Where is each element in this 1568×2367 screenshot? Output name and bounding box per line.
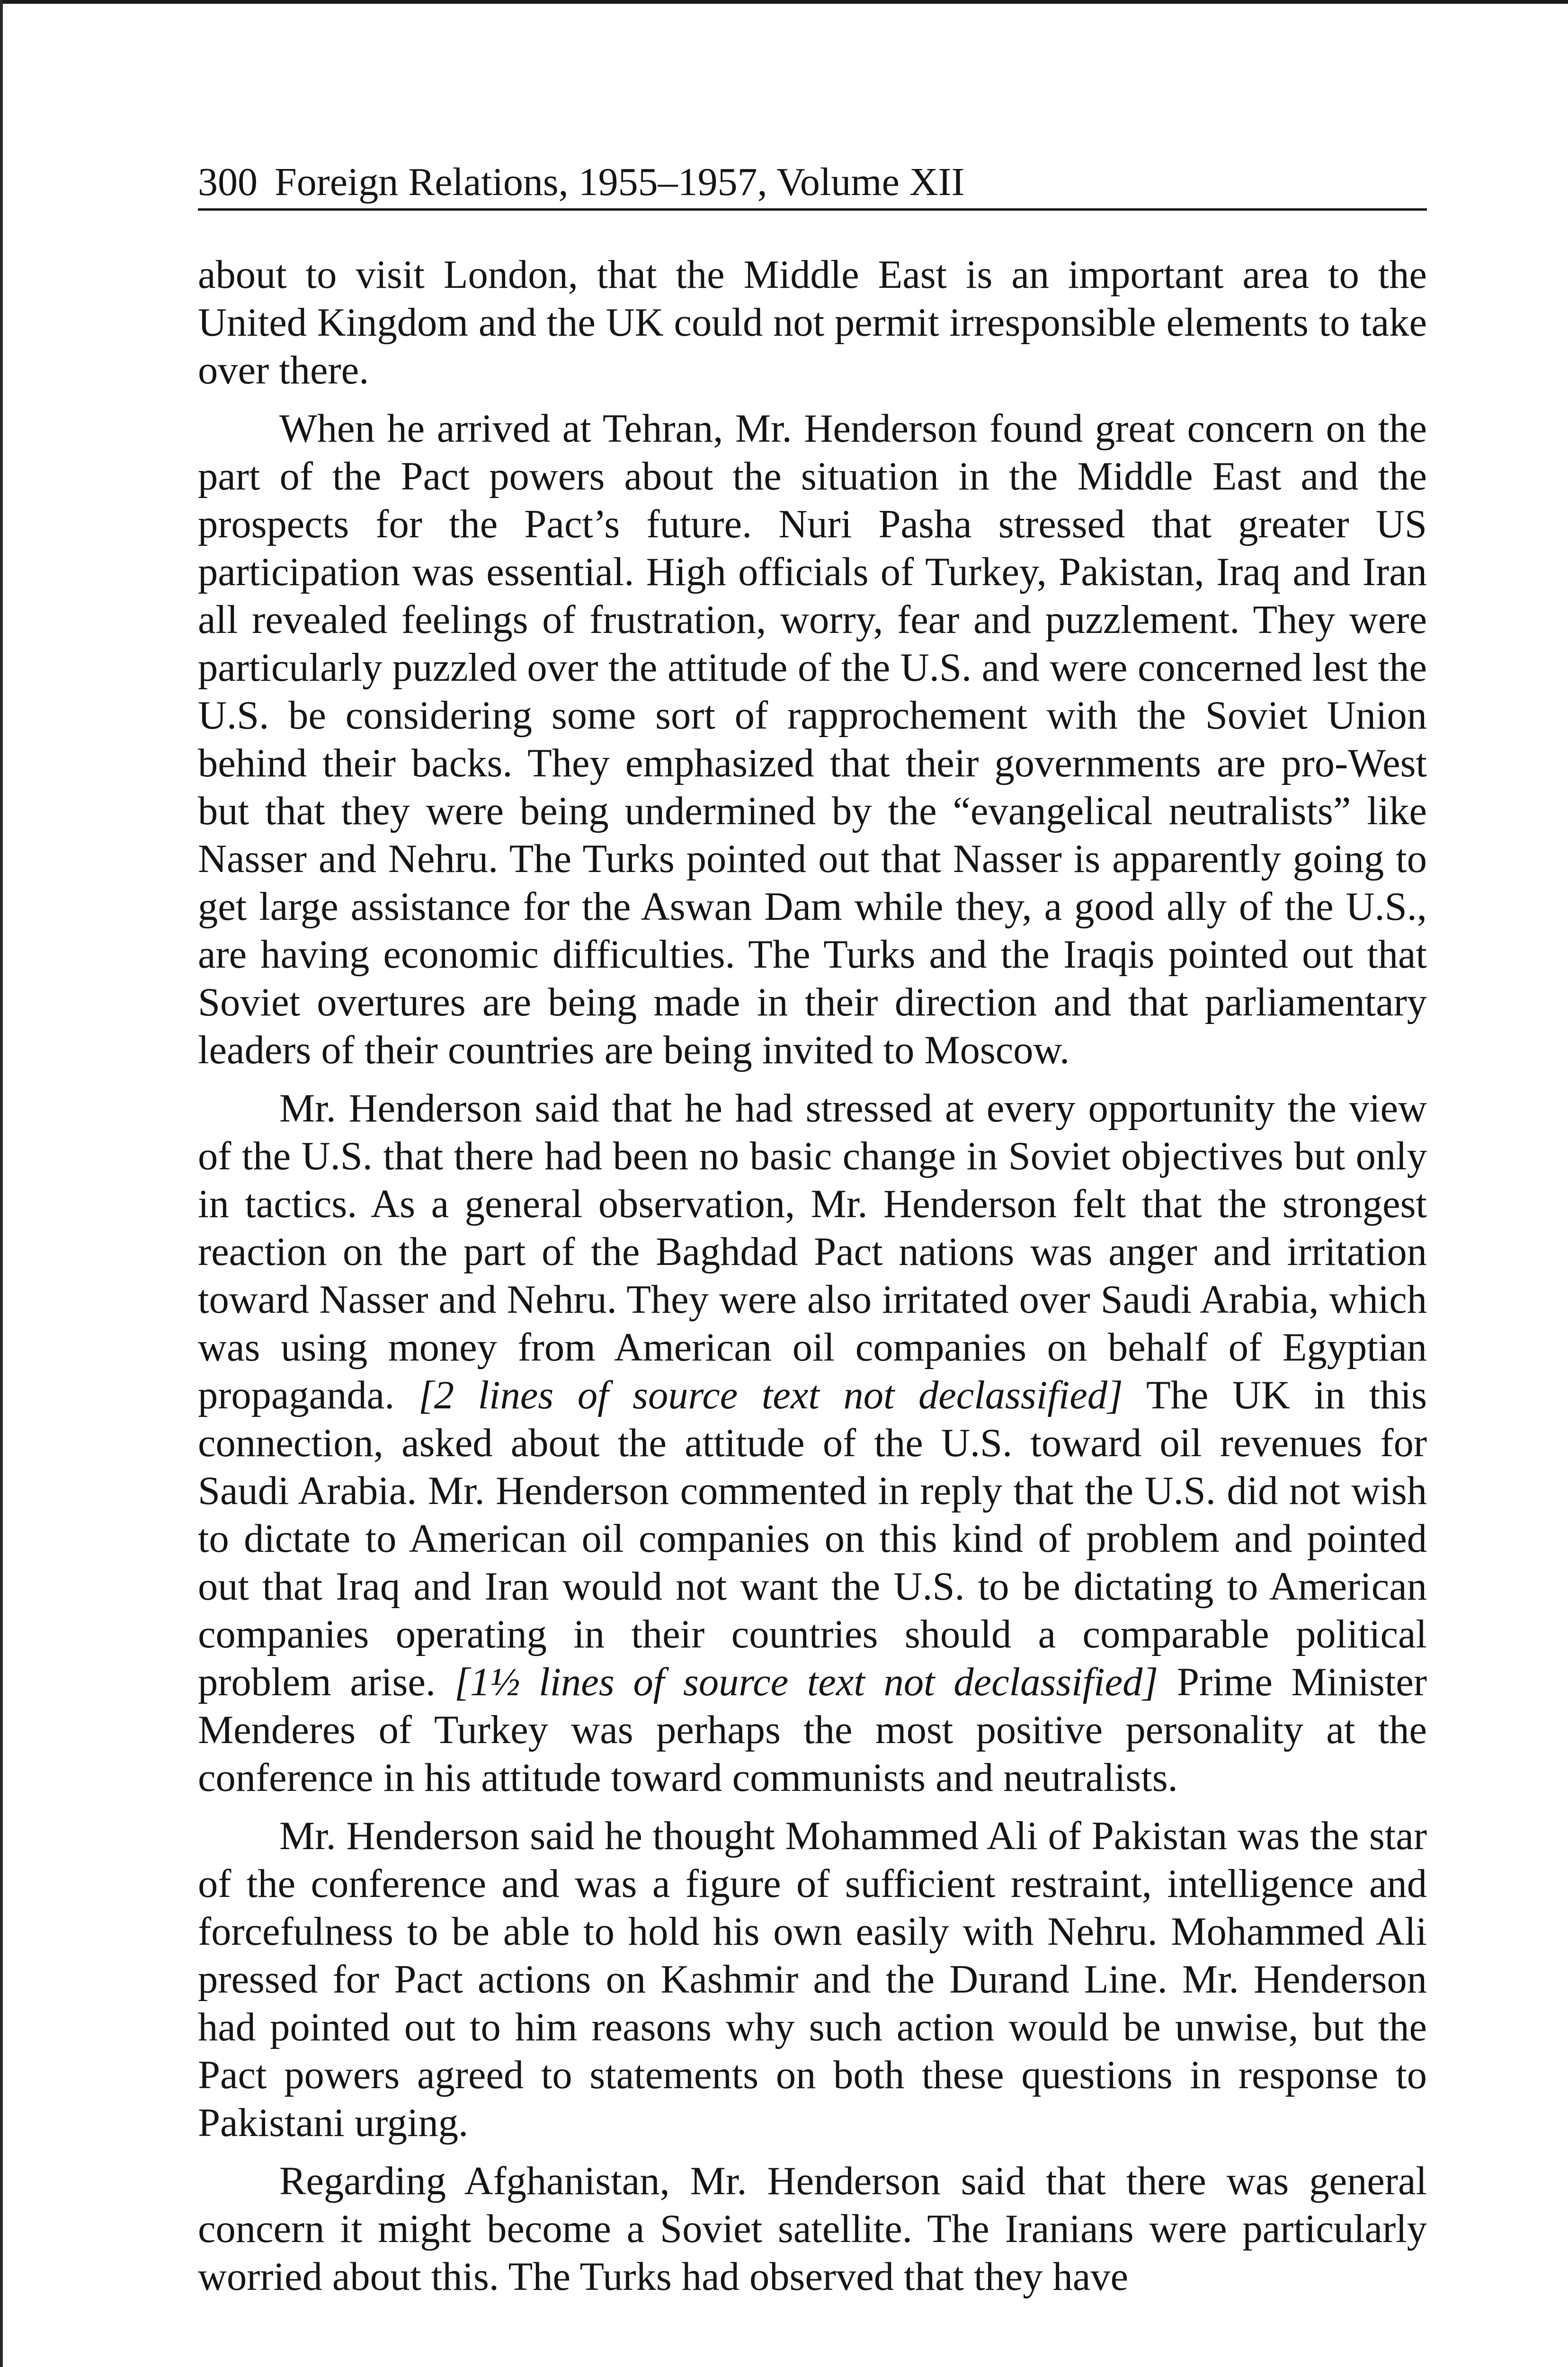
- running-head: [198, 156, 1427, 211]
- page-number: 300: [198, 160, 258, 204]
- paragraph-text-part: Mr. Henderson said that he had stressed at every opportunity the view of the U.S. that there had been no basic change in Soviet objectives but only in tactics. As a general observation, Mr. Henderson felt that the strongest reaction on the part of the Baghdad Pact nations was anger and irritation toward Nasser and Nehru. They were also irritated over Saudi Arabia, which was using money from American oil companies on behalf of Egyptian propaganda.: [198, 1086, 1427, 1417]
- paragraph-mohammed-ali: Mr. Henderson said he thought Mohammed Ali of Pakistan was the star of the conference and was a figure of sufficient restraint, intelligence and forcefulness to be able to hold his own easily with Nehru. Mohammed Ali pressed for Pact actions on Kashmir and the Durand Line. Mr. Henderson had pointed out to him reasons why such action would be unwise, but the Pact powers agreed to statements on both these questions in response to Pakistani urging.: [198, 1814, 1427, 2145]
- scan-edge-top: [0, 0, 1568, 4]
- body-text: [198, 251, 1427, 2301]
- paragraph-continuation: about to visit London, that the Middle East is an important area to the United Kingdom and the UK could not permit irresponsible elements to take over there.: [198, 253, 1427, 392]
- scan-edge-left: [0, 0, 3, 2367]
- editorial-note: [1½ lines of source text not declassified]: [454, 1660, 1158, 1704]
- paragraph-tehran: When he arrived at Tehran, Mr. Henderson found great concern on the part of the Pact powers about the situation in the Middle East and the prospects for the Pact’s future. Nuri Pasha stressed that greater US participation was essential. High officials of Turkey, Pakistan, Iraq and Iran all revealed feelings of frustration, worry, fear and puzzlement. They were particularly puzzled over the attitude of the U.S. and were concerned lest the U.S. be considering some sort of rapprochement with the Soviet Union behind their backs. They emphasized that their governments are pro-West but that they were being undermined by the “evangelical neutralists” like Nasser and Nehru. The Turks pointed out that Nasser is apparently going to get large assistance for the Aswan Dam while they, a good ally of the U.S., are having economic difficulties. The Turks and the Iraqis pointed out that Soviet overtures are being made in their direction and that parliamentary leaders of their countries are being invited to Moscow.: [198, 407, 1427, 1072]
- running-head-title: Foreign Relations, 1955–1957, Volume XII: [275, 160, 965, 204]
- paragraph-henderson-stressed: [198, 1085, 1427, 1802]
- paragraph-text-part: Prime Minister Menderes of Turkey was perhaps the most positive personality at the conference in his attitude toward communists and neutralists.: [198, 1660, 1427, 1800]
- paragraph-afghanistan: Regarding Afghanistan, Mr. Henderson said that there was general concern it might become a Soviet satellite. The Iranians were particularly worried about this. The Turks had observed that they have: [198, 2159, 1427, 2299]
- editorial-note: [2 lines of source text not declassified]: [418, 1373, 1123, 1417]
- paragraph-text-part: The UK in this connection, asked about the attitude of the U.S. toward oil revenues for Saudi Arabia. Mr. Henderson commented in reply that the U.S. did not wish to dictate to American oil companies on this kind of problem and pointed out that Iraq and Iran would not want the U.S. to be dictating to American companies operating in their countries should a comparable political problem arise.: [198, 1373, 1427, 1704]
